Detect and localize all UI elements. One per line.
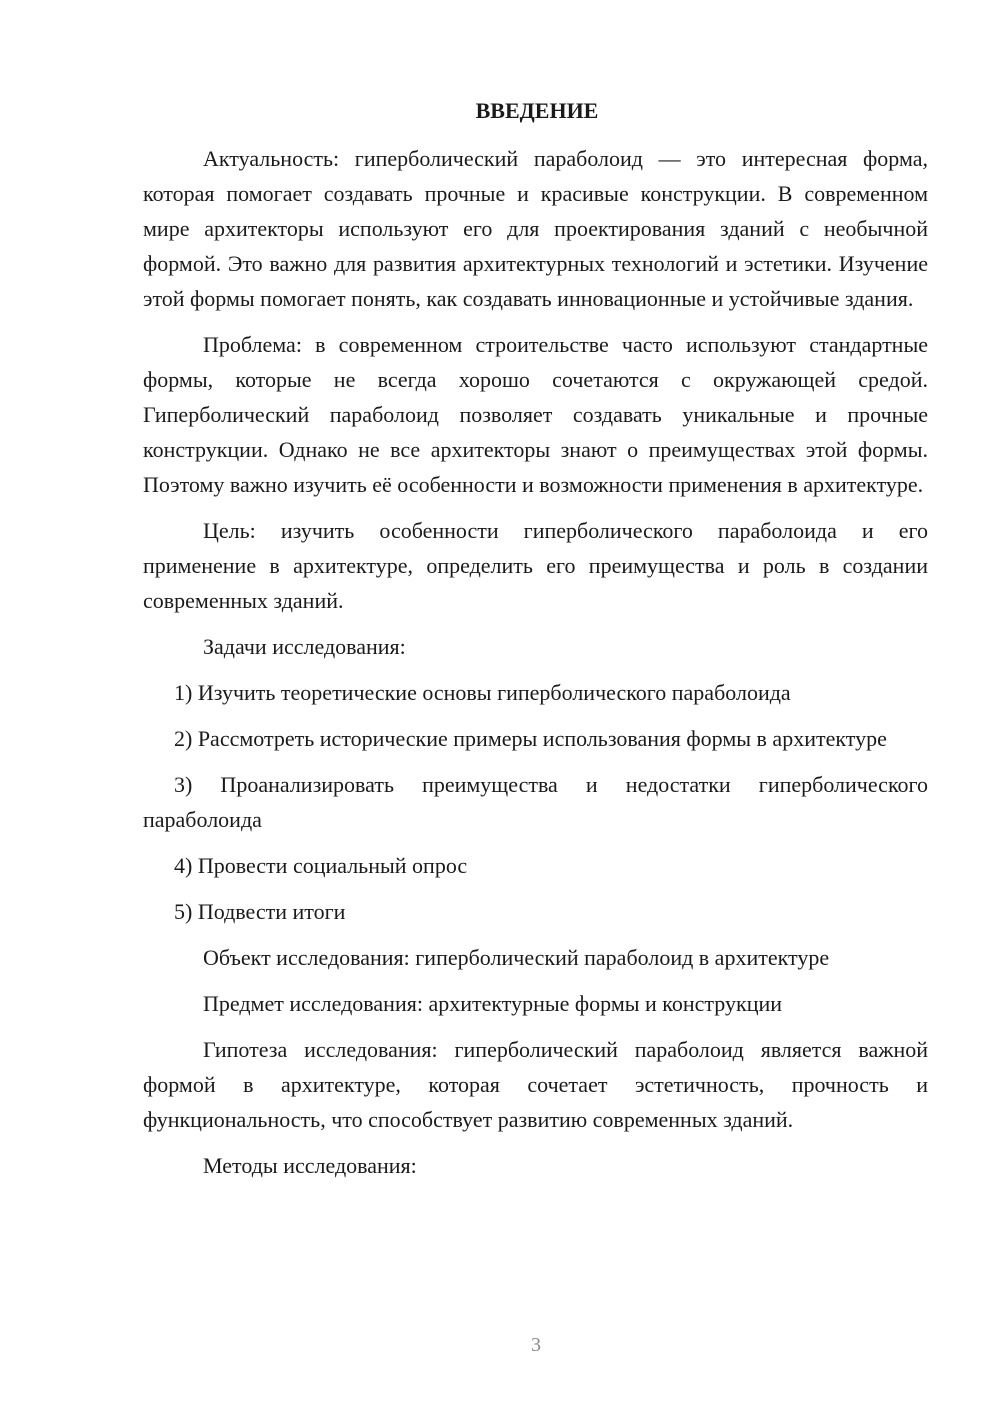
methods-heading: Методы исследования:	[203, 1153, 417, 1178]
hypothesis-paragraph: Гипотеза исследования: гиперболический параболоид является важной формой в архитектуре, которая сочетает эстетичность, прочность и функциональность, что способствует развитию современных зданий.	[143, 1037, 928, 1132]
tasks-heading: Задачи исследования:	[203, 634, 406, 659]
task-item-2: 2) Рассмотреть исторические примеры использования формы в архитектуре	[174, 726, 887, 751]
page-content	[143, 95, 928, 1183]
task-item-5: 5) Подвести итоги	[174, 899, 346, 924]
task-item-4: 4) Провести социальный опрос	[174, 853, 468, 878]
object-paragraph: Объект исследования: гиперболический параболоид в архитектуре	[203, 945, 830, 970]
section-title: ВВЕДЕНИЕ	[475, 98, 599, 123]
problem-paragraph: Проблема: в современном строительстве часто используют стандартные формы, которые не всегда хорошо сочетаются с окружающей средой. Гиперболический параболоид позволяет создавать уникальные и прочные конструкции. Однако не все архитекторы знают о преимуществах этой формы. Поэтому важно изучить её особенности и возможности применения в архитектуре.	[143, 332, 928, 497]
goal-paragraph: Цель: изучить особенности гиперболического параболоида и его применение в архитектуре, определить его преимущества и роль в создании современных зданий.	[143, 518, 928, 613]
task-item-3: 3) Проанализировать преимущества и недостатки гиперболического параболоида	[143, 772, 928, 832]
subject-paragraph: Предмет исследования: архитектурные формы и конструкции	[203, 991, 783, 1016]
task-item-1: 1) Изучить теоретические основы гиперболического параболоида	[174, 680, 791, 705]
relevance-paragraph: Актуальность: гиперболический параболоид — это интересная форма, которая помогает создавать прочные и красивые конструкции. В современном мире архитекторы используют его для проектирования зданий с необычной формой. Это важно для развития архитектурных технологий и эстетики. Изучение этой формы помогает понять, как создавать инновационные и устойчивые здания.	[143, 146, 928, 311]
page-number: 3	[531, 1334, 541, 1356]
